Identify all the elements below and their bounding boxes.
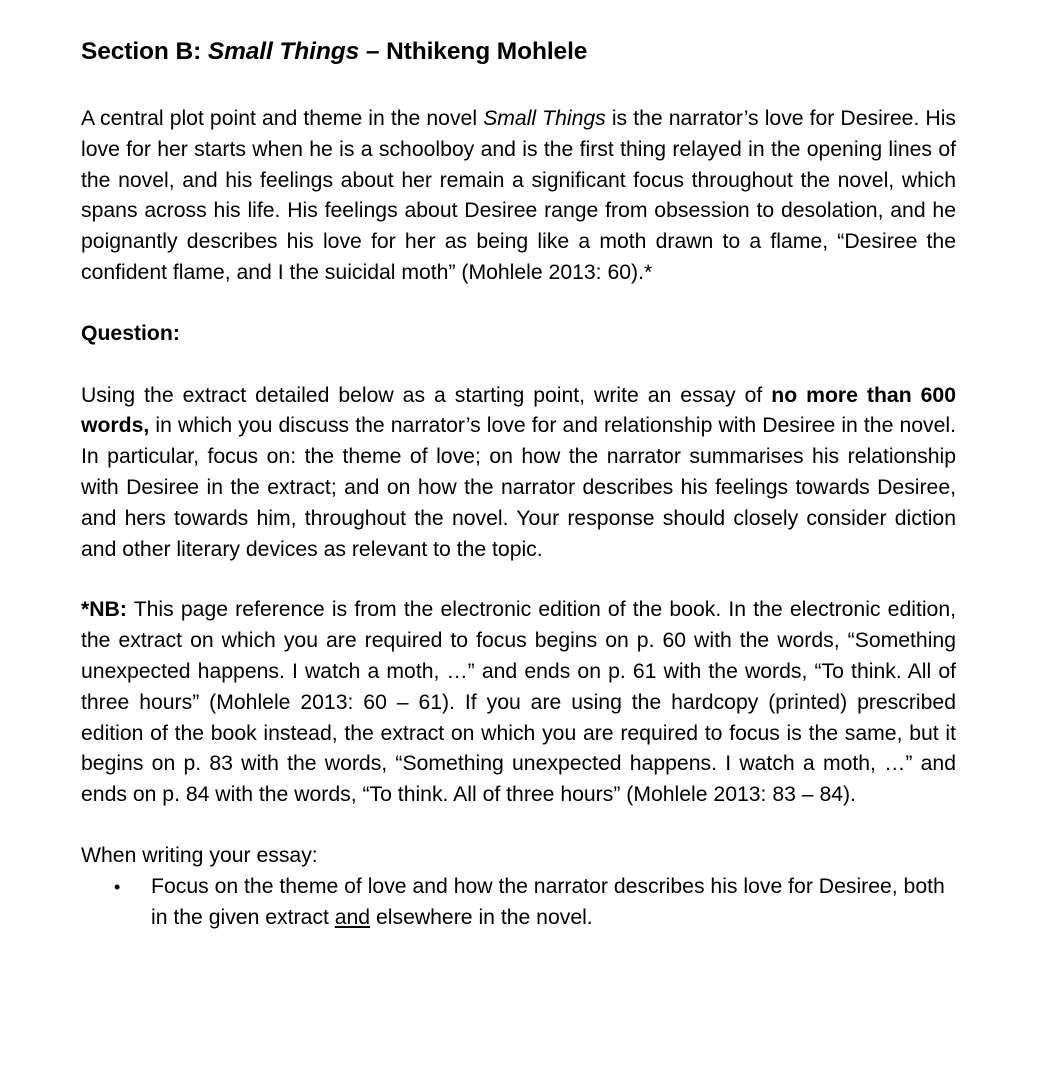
- heading-prefix: Section B:: [81, 38, 208, 65]
- nb-label: *NB:: [81, 598, 127, 622]
- question-word-limit: no more than 600 words,: [81, 383, 956, 438]
- bullet-text-rest: elsewhere in the novel.: [370, 905, 593, 929]
- essay-guidelines-list: [81, 872, 956, 934]
- question-text-start: Using the extract detailed below as a starting point, write an essay of: [81, 383, 772, 407]
- section-heading: [81, 34, 956, 70]
- intro-text-rest: is the narrator’s love for Desiree. His love for her starts when he is a schoolboy and is the first thing relayed in the opening lines of the novel, and his feelings about her remain a significant focus throughout the novel, which spans across his life. His feelings about Desiree range from obsession to desolation, and he poignantly describes his love for her as being like a moth drawn to a flame, “Desiree the confident flame, and I the suicidal moth” (Mohlele 2013: 60).*: [81, 107, 956, 284]
- nb-paragraph: [81, 595, 956, 811]
- question-label: Question:: [81, 321, 180, 345]
- intro-book-title: Small Things: [483, 107, 606, 130]
- list-item: [81, 872, 956, 934]
- nb-text: This page reference is from the electronic edition of the book. In the electronic edition, the extract on which you are required to focus begins on p. 60 with the words, “Something unexpected happens. I watch a moth, …” and ends on p. 61 with the words, “To think. All of three hours” (Mohlele 2013: 60 – 61). If you are using the hardcopy (printed) prescribed edition of the book instead, the extract on which you are required to focus is the same, but it begins on p. 83 with the words, “Something unexpected happens. I watch a moth, …” and ends on p. 84 with the words, “To think. All of three hours” (Mohlele 2013: 83 – 84).: [81, 598, 956, 807]
- bullet-text-start: Focus on the theme of love and how the narrator describes his love for Desiree, both in the given extract: [151, 874, 945, 929]
- intro-paragraph: [81, 104, 956, 289]
- when-writing-label: When writing your essay:: [81, 843, 318, 867]
- heading-author: – Nthikeng Mohlele: [359, 38, 588, 65]
- intro-text-start: A central plot point and theme in the novel: [81, 107, 484, 130]
- question-text-rest: in which you discuss the narrator’s love for and relationship with Desiree in the novel. In particular, focus on: the theme of love; on how the narrator summarises his relationship with Desiree in the extract; and on how the narrator describes his feelings towards Desiree, and hers towards him, throughout the novel. Your response should closely consider diction and other literary devices as relevant to the topic.: [81, 414, 956, 561]
- document-page: [81, 34, 956, 933]
- heading-book-title: Small Things: [207, 38, 360, 65]
- bullet-underlined-word: and: [334, 905, 371, 929]
- question-paragraph: [81, 381, 956, 566]
- bullet-icon: •: [114, 876, 121, 897]
